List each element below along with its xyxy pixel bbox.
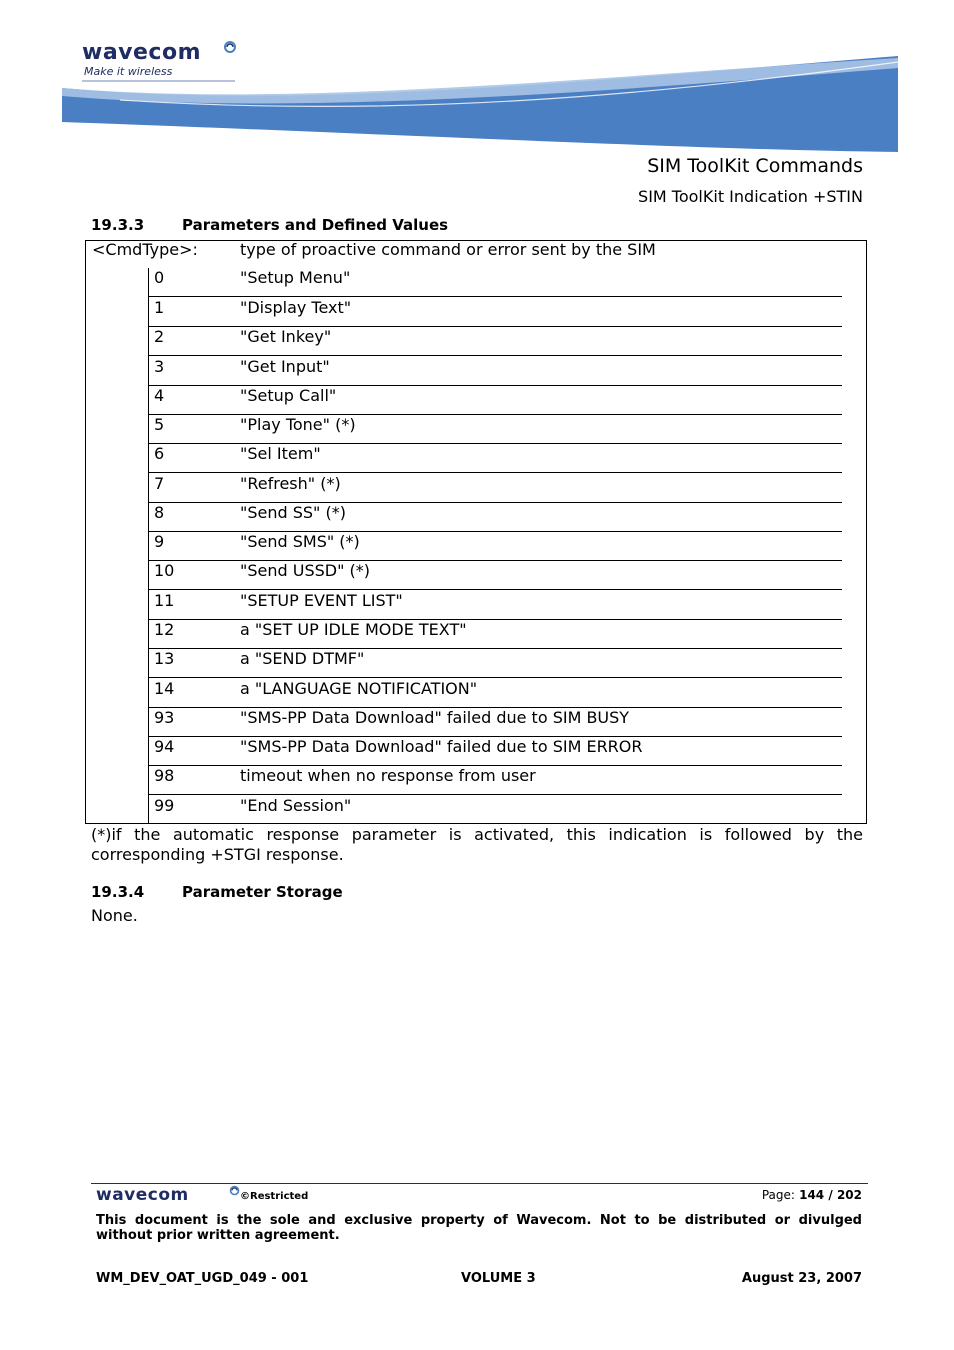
footnote-paragraph: (*)if the automatic response parameter is activated, this indication is followed by the corresponding +STGI response. [91,825,863,864]
value-row [148,474,842,503]
value-row [148,649,842,678]
value-code: 4 [154,386,165,405]
value-text: "Play Tone" (*) [240,415,356,434]
value-row [148,503,842,532]
value-text: "Get Inkey" [240,327,332,346]
value-text: "SETUP EVENT LIST" [240,591,403,610]
value-code: 14 [154,679,175,698]
value-code: 7 [154,474,165,493]
value-text: "Refresh" (*) [240,474,341,493]
value-row [148,386,842,415]
value-text: timeout when no response from user [240,766,536,785]
volume-label: VOLUME 3 [461,1271,536,1286]
value-text: "Display Text" [240,298,352,317]
value-code: 13 [154,649,175,668]
value-text: "Setup Call" [240,386,337,405]
value-code: 93 [154,708,175,727]
value-row [148,708,842,737]
section-number: 19.3.4 [91,883,145,901]
chapter-title: SIM ToolKit Commands [647,155,863,177]
value-code: 0 [154,268,165,287]
value-row [148,561,842,590]
value-code: 11 [154,591,175,610]
value-row [148,737,842,766]
value-text: a "SET UP IDLE MODE TEXT" [240,620,467,639]
value-row [148,327,842,356]
value-text: a "SEND DTMF" [240,649,365,668]
value-text: "Send SS" (*) [240,503,346,522]
value-row [148,796,842,825]
storage-body: None. [91,906,138,925]
value-code: 99 [154,796,175,815]
param-description: type of proactive command or error sent by the SIM [240,240,656,259]
footer-rule [91,1183,868,1184]
wavecom-logo: wavecom [82,40,202,65]
page-label: Page: [761,1188,795,1202]
legal-notice: This document is the sole and exclusive property of Wavecom. Not to be distributed or divulged without prior written agreement. [96,1213,862,1243]
value-row [148,298,842,327]
section-heading-params [91,216,448,234]
value-text: a "LANGUAGE NOTIFICATION" [240,679,478,698]
value-code: 3 [154,357,165,376]
logo-tagline: Make it wireless [84,65,173,78]
value-row [148,766,842,795]
section-number: 19.3.3 [91,216,145,234]
section-heading-storage [91,883,343,901]
value-row [148,532,842,561]
value-code: 1 [154,298,165,317]
value-code: 2 [154,327,165,346]
value-row [148,415,842,444]
value-code: 12 [154,620,175,639]
value-row [148,268,842,297]
page-number [762,1188,862,1202]
document-date: August 23, 2007 [741,1271,862,1286]
page-separator: / [828,1188,833,1202]
value-text: "Send USSD" (*) [240,561,371,580]
value-text: "Sel Item" [240,444,321,463]
value-code: 8 [154,503,165,522]
footer-logo-swirl-icon [229,1185,240,1196]
value-code: 9 [154,532,165,551]
value-code: 10 [154,561,175,580]
section-heading-text: Parameter Storage [182,883,343,901]
restricted-label: ©Restricted [240,1191,309,1202]
section-heading-text: Parameters and Defined Values [182,216,449,234]
value-row [148,444,842,473]
page-current: 144 [799,1188,825,1202]
value-text: "End Session" [240,796,352,815]
value-text: "Setup Menu" [240,268,351,287]
value-text: "Get Input" [240,357,330,376]
page-total: 202 [836,1188,862,1202]
value-text: "SMS-PP Data Download" failed due to SIM BUSY [240,708,630,727]
logo-swirl-icon [223,40,237,54]
value-code: 98 [154,766,175,785]
value-row [148,357,842,386]
value-text: "Send SMS" (*) [240,532,360,551]
value-row [148,620,842,649]
param-name: <CmdType>: [92,240,198,259]
footer-logo: wavecom [96,1185,189,1205]
value-code: 5 [154,415,165,434]
section-title: SIM ToolKit Indication +STIN [638,187,863,206]
value-text: "SMS-PP Data Download" failed due to SIM ERROR [240,737,643,756]
value-code: 6 [154,444,165,463]
header-banner [0,0,954,160]
value-row [148,679,842,708]
value-row [148,591,842,620]
document-id: WM_DEV_OAT_UGD_049 - 001 [96,1271,309,1286]
value-code: 94 [154,737,175,756]
